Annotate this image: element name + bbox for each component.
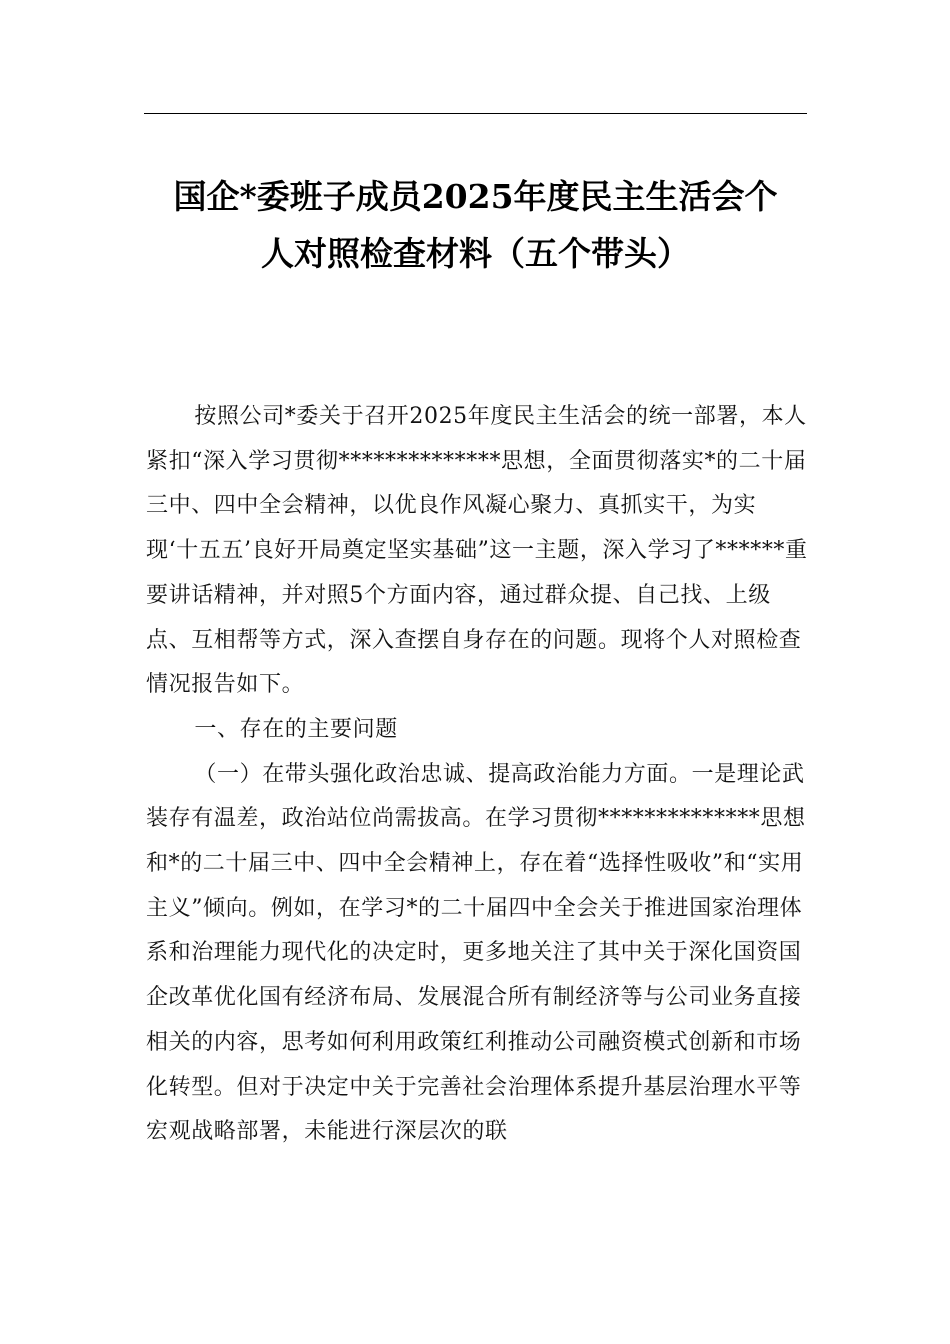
header-rule xyxy=(144,113,807,114)
title-line-1: 国企*委班子成员2025年度民主生活会个 xyxy=(173,177,778,216)
section-heading: 一、存在的主要问题 xyxy=(194,716,398,742)
intro-paragraph: 按照公司*委关于召开2025年度民主生活会的统一部署，本人紧扣“深入学习贯彻**************思想，全面贯彻落实*的二十届三中、四中全会精神，以优良作风凝心聚力、真抓实干，为实现‘十五五’良好开局奠定坚实基础”这一主题，深入学习了******重要讲话精神，并对照5个方面内容，通过群众提、自己找、上级点、互相帮等方式，深入查摆自身存在的问题。现将个人对照检查情况报告如下。 xyxy=(146,404,808,698)
document-title xyxy=(144,168,807,282)
document-body xyxy=(146,395,808,1155)
subsection-paragraph: （一）在带头强化政治忠诚、提高政治能力方面。一是理论武装存有温差，政治站位尚需拔高。在学习贯彻**************思想和*的二十届三中、四中全会精神上，存在着“选择性吸收”和“实用主义”倾向。例如，在学习*的二十届四中全会关于推进国家治理体系和治理能力现代化的决定时，更多地关注了其中关于深化国资国企改革优化国有经济布局、发展混合所有制经济等与公司业务直接相关的内容，思考如何利用政策红利推动公司融资模式创新和市场化转型。但对于决定中关于完善社会治理体系提升基层治理水平等宏观战略部署，未能进行深层次的联 xyxy=(146,761,806,1145)
title-line-2: 人对照检查材料（五个带头） xyxy=(261,234,690,273)
